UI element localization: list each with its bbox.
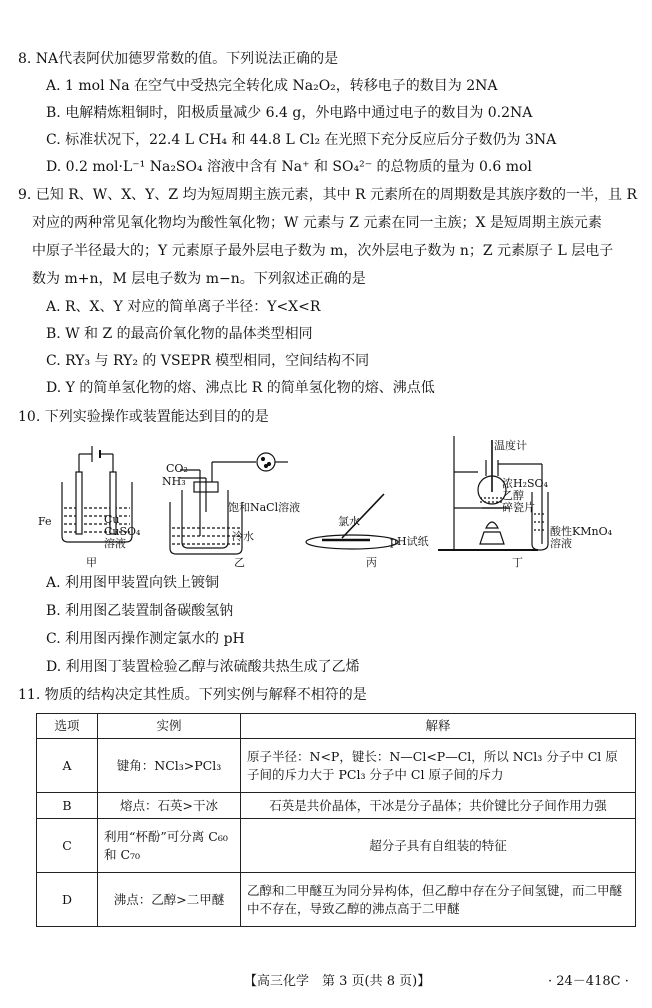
table-header-row xyxy=(37,714,636,739)
header-example: 实例 xyxy=(98,714,241,739)
table-row xyxy=(37,739,636,793)
table-row xyxy=(37,793,636,819)
row-example: 利用“杯酚”可分离 C₆₀ 和 C₇₀ xyxy=(98,819,241,873)
page-footer-center: 【高三化学 第 3 页(共 8 页)】 xyxy=(244,974,431,989)
q8-option-a: A. 1 mol Na 在空气中受热完全转化成 Na₂O₂，转移电子的数目为 2NA xyxy=(46,78,498,94)
table-row xyxy=(37,819,636,873)
label-jia-cu: Cu xyxy=(104,513,120,526)
row-explanation: 乙醇和二甲醚互为同分异构体，但乙醇中存在分子间氢键，而二甲醚中不存在，导致乙醇的沸点高于二甲醚 xyxy=(241,873,636,927)
row-example: 熔点：石英>干冰 xyxy=(98,793,241,819)
row-example: 键角：NCl₃>PCl₃ xyxy=(98,739,241,793)
header-explanation: 解释 xyxy=(241,714,636,739)
row-option: A xyxy=(37,739,98,793)
label-ding-solution: 溶液 xyxy=(550,537,572,550)
apparatus-ding xyxy=(438,436,548,550)
label-bing: 丙 xyxy=(366,556,377,569)
q8-stem: 8. NA代表阿伏加德罗常数的值。下列说法正确的是 xyxy=(18,51,339,67)
q9-stem-line-3: 中原子半径最大的；Y 元素原子最外层电子数为 m，次外层电子数为 n；Z 元素原子 L 层电子 xyxy=(32,243,614,259)
row-option: D xyxy=(37,873,98,927)
q9-stem-line-1: 9. 已知 R、W、X、Y、Z 均为短周期主族元素，其中 R 元素所在的周期数是其族序数的一半，且 R xyxy=(18,187,638,203)
label-yi: 乙 xyxy=(234,556,245,569)
page-footer-code: · 24－418C · xyxy=(548,974,629,989)
q11-table xyxy=(36,713,636,927)
label-ding: 丁 xyxy=(512,556,523,569)
label-bing-ph-paper: pH试纸 xyxy=(390,535,429,548)
row-explanation: 原子半径：N<P，键长：N—Cl<P—Cl，所以 NCl₃ 分子中 Cl 原子间的斥力大于 PCl₃ 分子中 Cl 原子间的斥力 xyxy=(241,739,636,793)
header-option: 选项 xyxy=(37,714,98,739)
q10-option-d: D. 利用图丁装置检验乙醇与浓硫酸共热生成了乙烯 xyxy=(46,659,360,675)
q10-option-b: B. 利用图乙装置制备碳酸氢钠 xyxy=(46,603,234,619)
label-yi-cold-water: 冷水 xyxy=(232,530,254,543)
q9-option-a: A. R、X、Y 对应的简单离子半径：Y<X<R xyxy=(46,299,321,315)
label-yi-nh3: NH₃ xyxy=(162,475,186,488)
q9-option-c: C. RY₃ 与 RY₂ 的 VSEPR 模型相同，空间结构不同 xyxy=(46,353,370,369)
q9-option-d: D. Y 的简单氢化物的熔、沸点比 R 的简单氢化物的熔、沸点低 xyxy=(46,380,435,396)
label-bing-chlorine: 氯水 xyxy=(338,515,360,528)
label-yi-nacl: 饱和NaCl溶液 xyxy=(228,501,301,514)
label-jia-solution: 溶液 xyxy=(104,537,126,550)
q11-stem: 11. 物质的结构决定其性质。下列实例与解释不相符的是 xyxy=(18,687,367,703)
q9-stem-line-4: 数为 m+n，M 层电子数为 m−n。下列叙述正确的是 xyxy=(32,271,366,287)
q10-option-c: C. 利用图丙操作测定氯水的 pH xyxy=(46,631,245,647)
row-explanation: 石英是共价晶体，干冰是分子晶体；共价键比分子间作用力强 xyxy=(241,793,636,819)
q10-option-a: A. 利用图甲装置向铁上镀铜 xyxy=(46,575,220,591)
row-option: C xyxy=(37,819,98,873)
row-option: B xyxy=(37,793,98,819)
label-jia-fe: Fe xyxy=(38,515,52,528)
row-example: 沸点：乙醇>二甲醚 xyxy=(98,873,241,927)
q8-option-b: B. 电解精炼粗铜时，阳极质量减少 6.4 g，外电路中通过电子的数目为 0.2NA xyxy=(46,105,533,121)
label-ding-h2so4: 浓H₂SO₄ xyxy=(502,477,548,490)
label-ding-thermometer: 温度计 xyxy=(494,439,527,452)
q9-stem-line-2: 对应的两种常见氧化物均为酸性氧化物；W 元素与 Z 元素在同一主族；X 是短周期主族元素 xyxy=(32,215,602,231)
q8-option-c: C. 标准状况下，22.4 L CH₄ 和 44.8 L Cl₂ 在光照下充分反应后分子数仍为 3NA xyxy=(46,132,557,148)
label-ding-kmno4: 酸性KMnO₄ xyxy=(550,525,612,538)
q9-option-b: B. W 和 Z 的最高价氧化物的晶体类型相同 xyxy=(46,326,313,342)
label-jia: 甲 xyxy=(86,556,97,569)
q8-option-d: D. 0.2 mol·L⁻¹ Na₂SO₄ 溶液中含有 Na⁺ 和 SO₄²⁻ 的总物质的量为 0.6 mol xyxy=(46,159,532,175)
label-jia-cuso4: CuSO₄ xyxy=(104,525,141,538)
row-explanation: 超分子具有自组装的特征 xyxy=(241,819,636,873)
table-row xyxy=(37,873,636,927)
q10-stem: 10. 下列实验操作或装置能达到目的的是 xyxy=(18,409,269,425)
label-ding-ethanol: 乙醇 xyxy=(502,489,524,502)
label-yi-co2: CO₂ xyxy=(166,462,188,475)
label-ding-chips: 碎瓷片 xyxy=(502,501,535,514)
